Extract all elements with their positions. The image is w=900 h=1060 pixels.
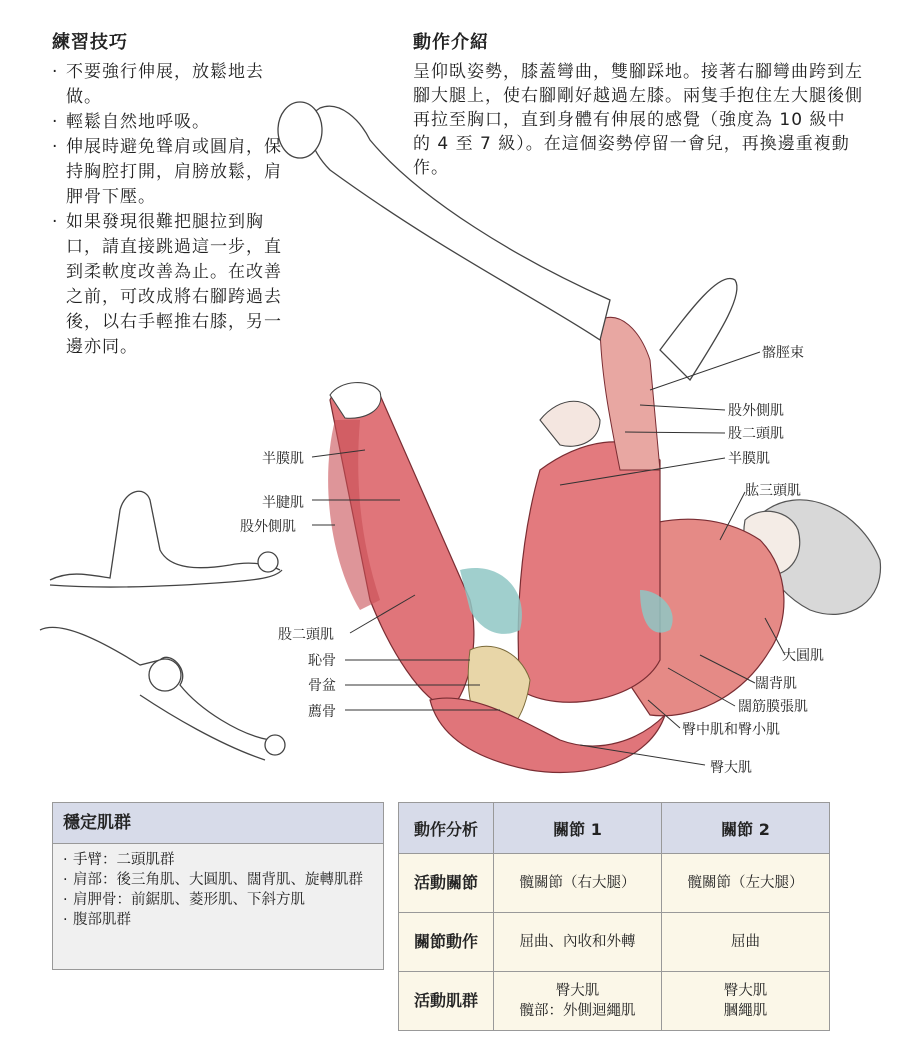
label-biceps-femoris-right: 股二頭肌 (728, 426, 784, 442)
cell-line: 臀大肌 (555, 983, 600, 999)
stabilizers-title: 穩定肌群 (53, 803, 383, 844)
tip-item: · 伸展時避免聳肩或圓肩，保持胸腔打開，肩膀放鬆，肩胛骨下壓。 (52, 135, 292, 210)
label-vastus-lateralis-left: 股外側肌 (240, 519, 296, 535)
figure-head-icon (265, 735, 285, 755)
label-triceps: 肱三頭肌 (745, 483, 801, 499)
right-foot-outline (660, 278, 737, 380)
table-row (399, 972, 830, 1031)
cell-line: 髖部：外側迴繩肌 (519, 1003, 636, 1019)
tips-title: 練習技巧 (52, 32, 128, 53)
label-pelvis: 骨盆 (308, 678, 336, 694)
label-semimembranosus-left: 半膜肌 (262, 451, 304, 467)
foot-outline (278, 102, 322, 158)
table-header: 關節 1 (494, 803, 662, 854)
hands (540, 401, 600, 446)
stabilizer-item: · 肩胛骨：前鋸肌、菱形肌、下斜方肌 (63, 890, 373, 910)
figure-head-icon (258, 552, 278, 572)
label-iliotibial: 髂脛束 (762, 345, 804, 361)
label-tfl: 闊筋膜張肌 (738, 699, 808, 715)
tip-item: · 不要強行伸展，放鬆地去做。 (52, 60, 292, 110)
analysis-table (398, 802, 830, 1031)
tip-item: · 輕鬆自然地呼吸。 (52, 110, 292, 135)
label-pubis: 恥骨 (308, 653, 336, 669)
raised-leg-outline (309, 106, 610, 340)
table-cell (662, 972, 830, 1031)
intro-text: 呈仰臥姿勢，膝蓋彎曲，雙腳踩地。接著右腳彎曲跨到左腳大腿上，使右腳剛好越過左膝。兩隻手抱住左大腿後側再拉至胸口，直到身體有伸展的感覺（強度為 10 級中的 4 至 7 級）。在這個姿勢停留一會兒，再換邊重複動作。 (413, 62, 863, 178)
table-cell: 屈曲 (662, 913, 830, 972)
cell-line: 膕繩肌 (723, 1003, 768, 1019)
stabilizer-item: · 肩部：後三角肌、大圓肌、闊背肌、旋轉肌群 (63, 870, 373, 890)
tip-item: · 如果發現很難把腿拉到胸口，請直接跳過這一步，直到柔軟度改善為止。在改善之前，可改成將右腳跨過去後，以右手輕推右膝，另一邊亦同。 (52, 210, 292, 360)
cell-line: 臀大肌 (723, 983, 768, 999)
row-label: 關節動作 (399, 913, 494, 972)
table-row (399, 854, 830, 913)
row-label: 活動肌群 (399, 972, 494, 1031)
stabilizers-list (53, 844, 383, 969)
label-gluteus-med-min: 臀中肌和臀小肌 (682, 722, 780, 738)
table-header: 動作分析 (399, 803, 494, 854)
intro-title: 動作介紹 (413, 32, 489, 53)
label-teres-major: 大圓肌 (782, 648, 824, 664)
table-header: 關節 2 (662, 803, 830, 854)
label-latissimus: 闊背肌 (755, 676, 797, 692)
label-sacrum: 薦骨 (308, 704, 336, 720)
table-cell: 屈曲、內收和外轉 (494, 913, 662, 972)
table-cell: 髖關節（左大腿） (662, 854, 830, 913)
label-semimembranosus-right: 半膜肌 (728, 451, 770, 467)
label-gluteus-max: 臀大肌 (710, 760, 752, 776)
table-cell: 髖關節（右大腿） (494, 854, 662, 913)
right-thigh (518, 442, 660, 702)
table-cell (494, 972, 662, 1031)
table-row (399, 913, 830, 972)
gluteus (430, 698, 665, 773)
row-label: 活動關節 (399, 854, 494, 913)
stabilizer-item: · 腹部肌群 (63, 910, 373, 930)
stabilizer-item: · 手臂：二頭肌群 (63, 850, 373, 870)
label-semitendinosus: 半腱肌 (262, 495, 304, 511)
label-vastus-lateralis-right: 股外側肌 (728, 403, 784, 419)
stabilizers-box (52, 802, 384, 970)
table-header-row (399, 803, 830, 854)
label-biceps-femoris-left: 股二頭肌 (278, 627, 334, 643)
